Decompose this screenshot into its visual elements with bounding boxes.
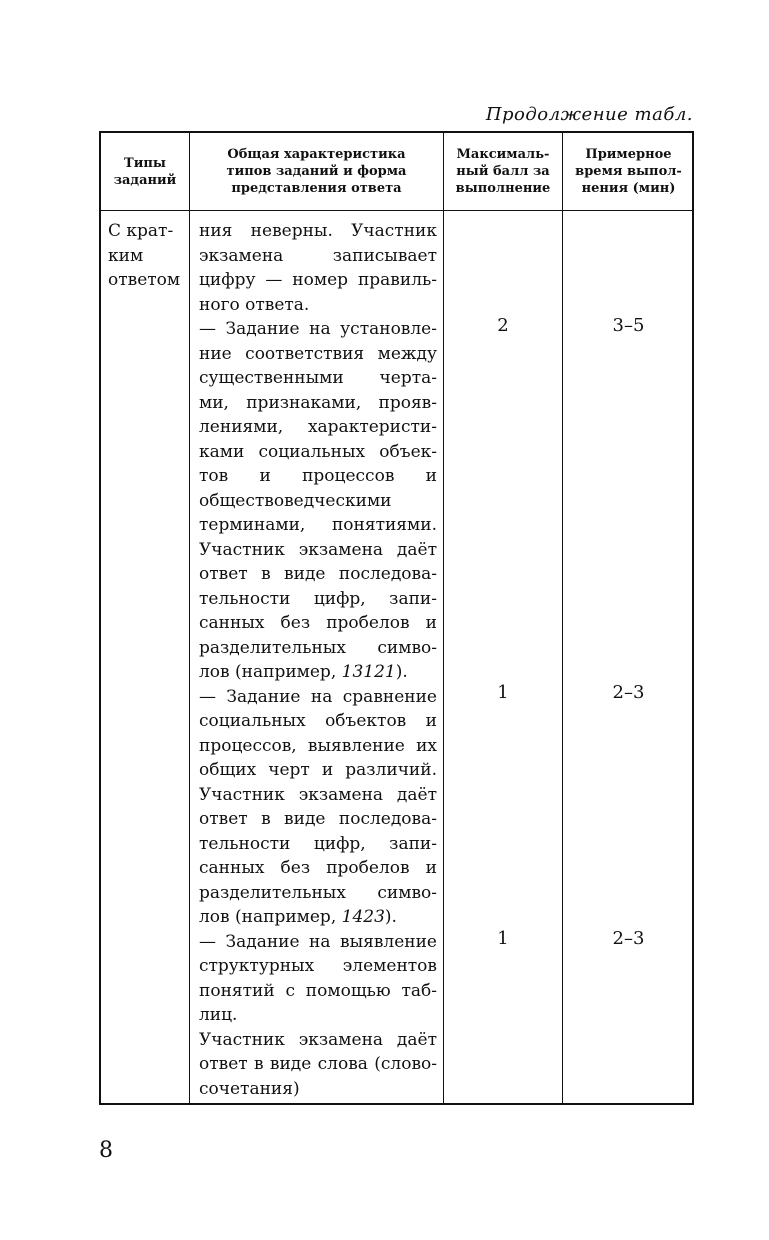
page-number: 8 bbox=[99, 1138, 113, 1163]
description-line: общих черт и различий. bbox=[199, 760, 437, 780]
description-line: тельности цифр, запи- bbox=[199, 588, 437, 609]
description-line: Участник экзамена даёт bbox=[199, 784, 437, 805]
description-line: ного ответа. bbox=[199, 294, 310, 315]
description-line: лиц. bbox=[199, 1005, 238, 1025]
description-line: экзамена записывает bbox=[199, 245, 437, 266]
description-line: ками социальных объек- bbox=[199, 441, 437, 462]
description-line: терминами, понятиями. bbox=[199, 515, 437, 535]
description-line: социальных объектов и bbox=[199, 711, 437, 731]
description-line: санных без пробелов и bbox=[199, 613, 437, 633]
description-line: тов и процессов и bbox=[199, 466, 437, 486]
time-value: 2–3 bbox=[612, 928, 645, 949]
description-line: Участник экзамена даёт bbox=[199, 1029, 437, 1050]
max-score-value: 1 bbox=[497, 682, 509, 703]
description-line: ния неверны. Участник bbox=[199, 221, 437, 241]
task-type-cell: С крат- ким ответом bbox=[108, 221, 181, 290]
description-line: лов (например, 13121). bbox=[199, 662, 408, 682]
column-divider bbox=[443, 133, 444, 1103]
description-line: лов (например, 1423). bbox=[199, 907, 397, 927]
description-line: разделительных симво- bbox=[199, 637, 437, 658]
description-line: разделительных симво- bbox=[199, 882, 437, 903]
description-line: — Задание на выявление bbox=[199, 931, 437, 952]
table-continuation-label: Продолжение табл. bbox=[485, 104, 693, 125]
description-line: санных без пробелов и bbox=[199, 858, 437, 878]
description-line: — Задание на сравнение bbox=[199, 686, 437, 707]
header-max-score: Максималь- ный балл за выполнение bbox=[455, 147, 551, 196]
description-line: — Задание на установле- bbox=[199, 319, 437, 339]
description-line: существенными черта- bbox=[199, 368, 437, 388]
description-line: ние соответствия между bbox=[199, 343, 437, 364]
description-line: ответ в виде последова- bbox=[199, 564, 437, 584]
tasks-table bbox=[99, 131, 694, 1105]
description-line: сочетания) bbox=[199, 1078, 300, 1099]
description-line: понятий с помощью таб- bbox=[199, 980, 437, 1001]
description-line: лениями, характеристи- bbox=[199, 417, 437, 437]
description-line: ми, признаками, прояв- bbox=[199, 392, 437, 413]
description-line: тельности цифр, запи- bbox=[199, 833, 437, 854]
description-line: обществоведческими bbox=[199, 490, 392, 511]
description-line: ответ в виде последова- bbox=[199, 809, 437, 829]
description-line: процессов, выявление их bbox=[199, 735, 437, 756]
description-line: Участник экзамена даёт bbox=[199, 539, 437, 560]
header-task-types: Типы заданий bbox=[113, 155, 177, 188]
time-value: 3–5 bbox=[612, 315, 645, 336]
max-score-value: 2 bbox=[497, 315, 509, 336]
header-time: Примерное время выпол- нения (мин) bbox=[575, 147, 682, 196]
header-characteristics: Общая характеристика типов заданий и форма представления ответа bbox=[226, 147, 407, 196]
description-line: структурных элементов bbox=[199, 956, 437, 976]
time-value: 2–3 bbox=[612, 682, 645, 703]
max-score-value: 1 bbox=[497, 928, 509, 949]
column-divider bbox=[562, 133, 563, 1103]
task-description-cell bbox=[199, 219, 437, 1101]
description-line: цифру — номер правиль- bbox=[199, 270, 437, 290]
column-divider bbox=[189, 133, 190, 1103]
description-line: ответ в виде слова (слово- bbox=[199, 1054, 437, 1074]
